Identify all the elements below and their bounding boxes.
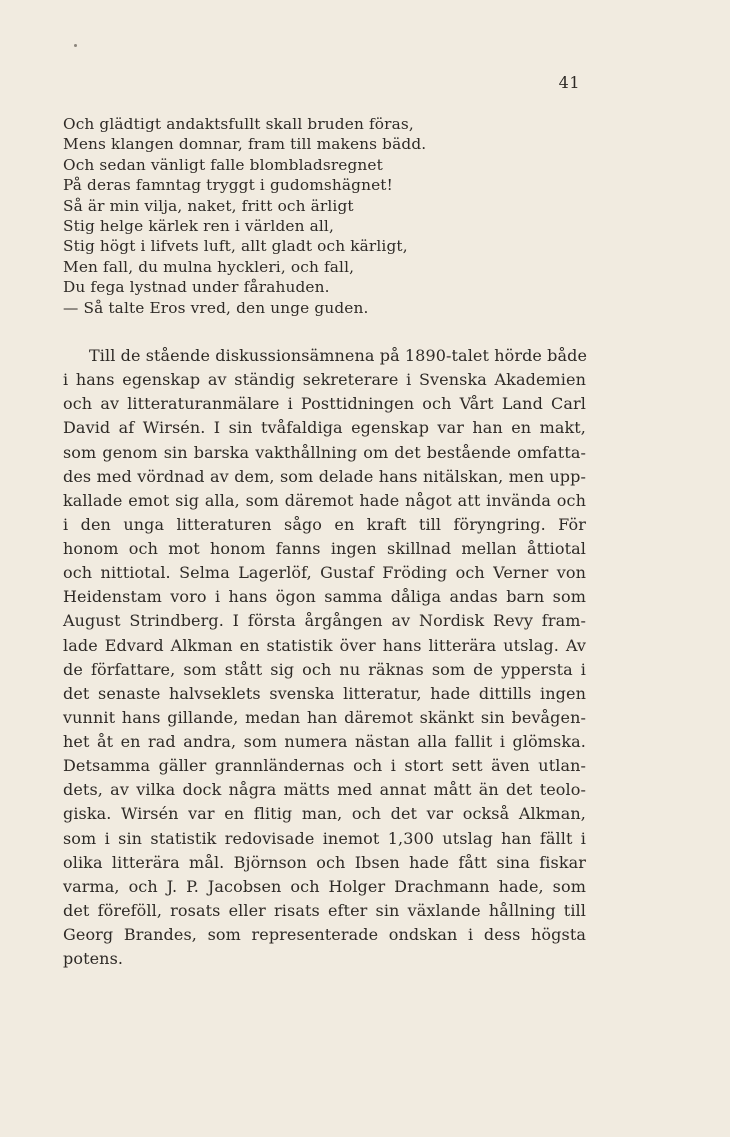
- poem-line: Och glädtigt andaktsfullt skall bruden föras,: [63, 115, 414, 133]
- poem-line: Stig helge kärlek ren i världen all,: [63, 217, 334, 236]
- paragraph-line: giska. Wirsén var en flitig man, och det var också Alkman,: [63, 804, 586, 824]
- paragraph-line: och av litteraturanmälare i Posttidningen och Vårt Land Carl: [63, 394, 586, 414]
- paragraph-line: potens.: [63, 949, 124, 969]
- poem-line: — Så talte Eros vred, den unge guden.: [63, 298, 369, 317]
- paragraph-line: i hans egenskap av ständig sekreterare i Svenska Akademien: [63, 370, 586, 390]
- paragraph-line: August Strindberg. I första årgången av Nordisk Revy fram-: [63, 611, 586, 631]
- paragraph-line: varma, och J. P. Jacobsen och Holger Drachmann hade, som: [63, 876, 586, 896]
- poem-line: Stig högt i lifvets luft, allt gladt och kärligt,: [63, 237, 408, 256]
- poem-line: Så är min vilja, naket, fritt och ärligt: [63, 196, 354, 215]
- poem-line: På deras famntag tryggt i gudomshägnet!: [63, 176, 393, 195]
- paragraph-line: det föreföll, rosats eller risats efter sin växlande hållning till: [63, 900, 586, 920]
- paragraph-line: Till de stående diskussionsämnena på 1890-talet hörde både: [89, 346, 588, 365]
- page-number: 41: [558, 73, 580, 92]
- paragraph-line: kallade emot sig alla, som däremot hade något att invända och: [63, 490, 586, 510]
- paragraph-line: som i sin statistik redovisade inemot 1,300 utslag han fällt i: [63, 828, 586, 848]
- paragraph-line: lade Edvard Alkman en statistik över hans litterära utslag. Av: [63, 635, 586, 655]
- paragraph-line: de författare, som stått sig och nu räknas som de yppersta i: [63, 659, 586, 679]
- poem-line: Men fall, du mulna hyckleri, och fall,: [63, 257, 355, 276]
- paragraph-line: Georg Brandes, som representerade ondskan i dess högsta: [63, 925, 586, 944]
- poem-stanza: [63, 114, 623, 318]
- paragraph-line: dets, av vilka dock några mätts med annat mått än det teolo-: [63, 780, 586, 800]
- paragraph-line: vunnit hans gillande, medan han däremot skänkt sin bevågen-: [63, 707, 586, 727]
- paragraph-line: des med vördnad av dem, som delade hans nitälskan, men upp-: [63, 466, 586, 486]
- paragraph-line: Detsamma gäller grannländernas och i stort sett även utlan-: [63, 756, 586, 776]
- paragraph-line: honom och mot honom fanns ingen skillnad mellan åttiotal: [63, 539, 586, 558]
- prose-paragraph: [63, 344, 586, 971]
- paragraph-line: olika litterära mål. Björnson och Ibsen hade fått sina fiskar: [63, 852, 586, 872]
- paragraph-line: som genom sin barska vakthållning om det bestående omfatta-: [63, 442, 586, 462]
- paragraph-line: i den unga litteraturen sågo en kraft till föryngring. För: [63, 514, 586, 534]
- poem-line: Och sedan vänligt falle blombladsregnet: [63, 155, 383, 174]
- paragraph-line: Heidenstam voro i hans ögon samma dåliga andas barn som: [63, 587, 586, 607]
- poem-line: Mens klangen domnar, fram till makens bädd.: [63, 135, 427, 154]
- paragraph-line: det senaste halvseklets svenska litteratur, hade dittills ingen: [63, 683, 586, 703]
- paragraph-line: het åt en rad andra, som numera nästan alla fallit i glömska.: [63, 732, 586, 751]
- paragraph-line: och nittiotal. Selma Lagerlöf, Gustaf Fröding och Verner von: [63, 563, 586, 583]
- poem-line: Du fega lystnad under fårahuden.: [63, 278, 330, 297]
- paragraph-line: David af Wirsén. I sin tvåfaldiga egenskap var han en makt,: [63, 418, 586, 438]
- paper-speck: [74, 44, 77, 47]
